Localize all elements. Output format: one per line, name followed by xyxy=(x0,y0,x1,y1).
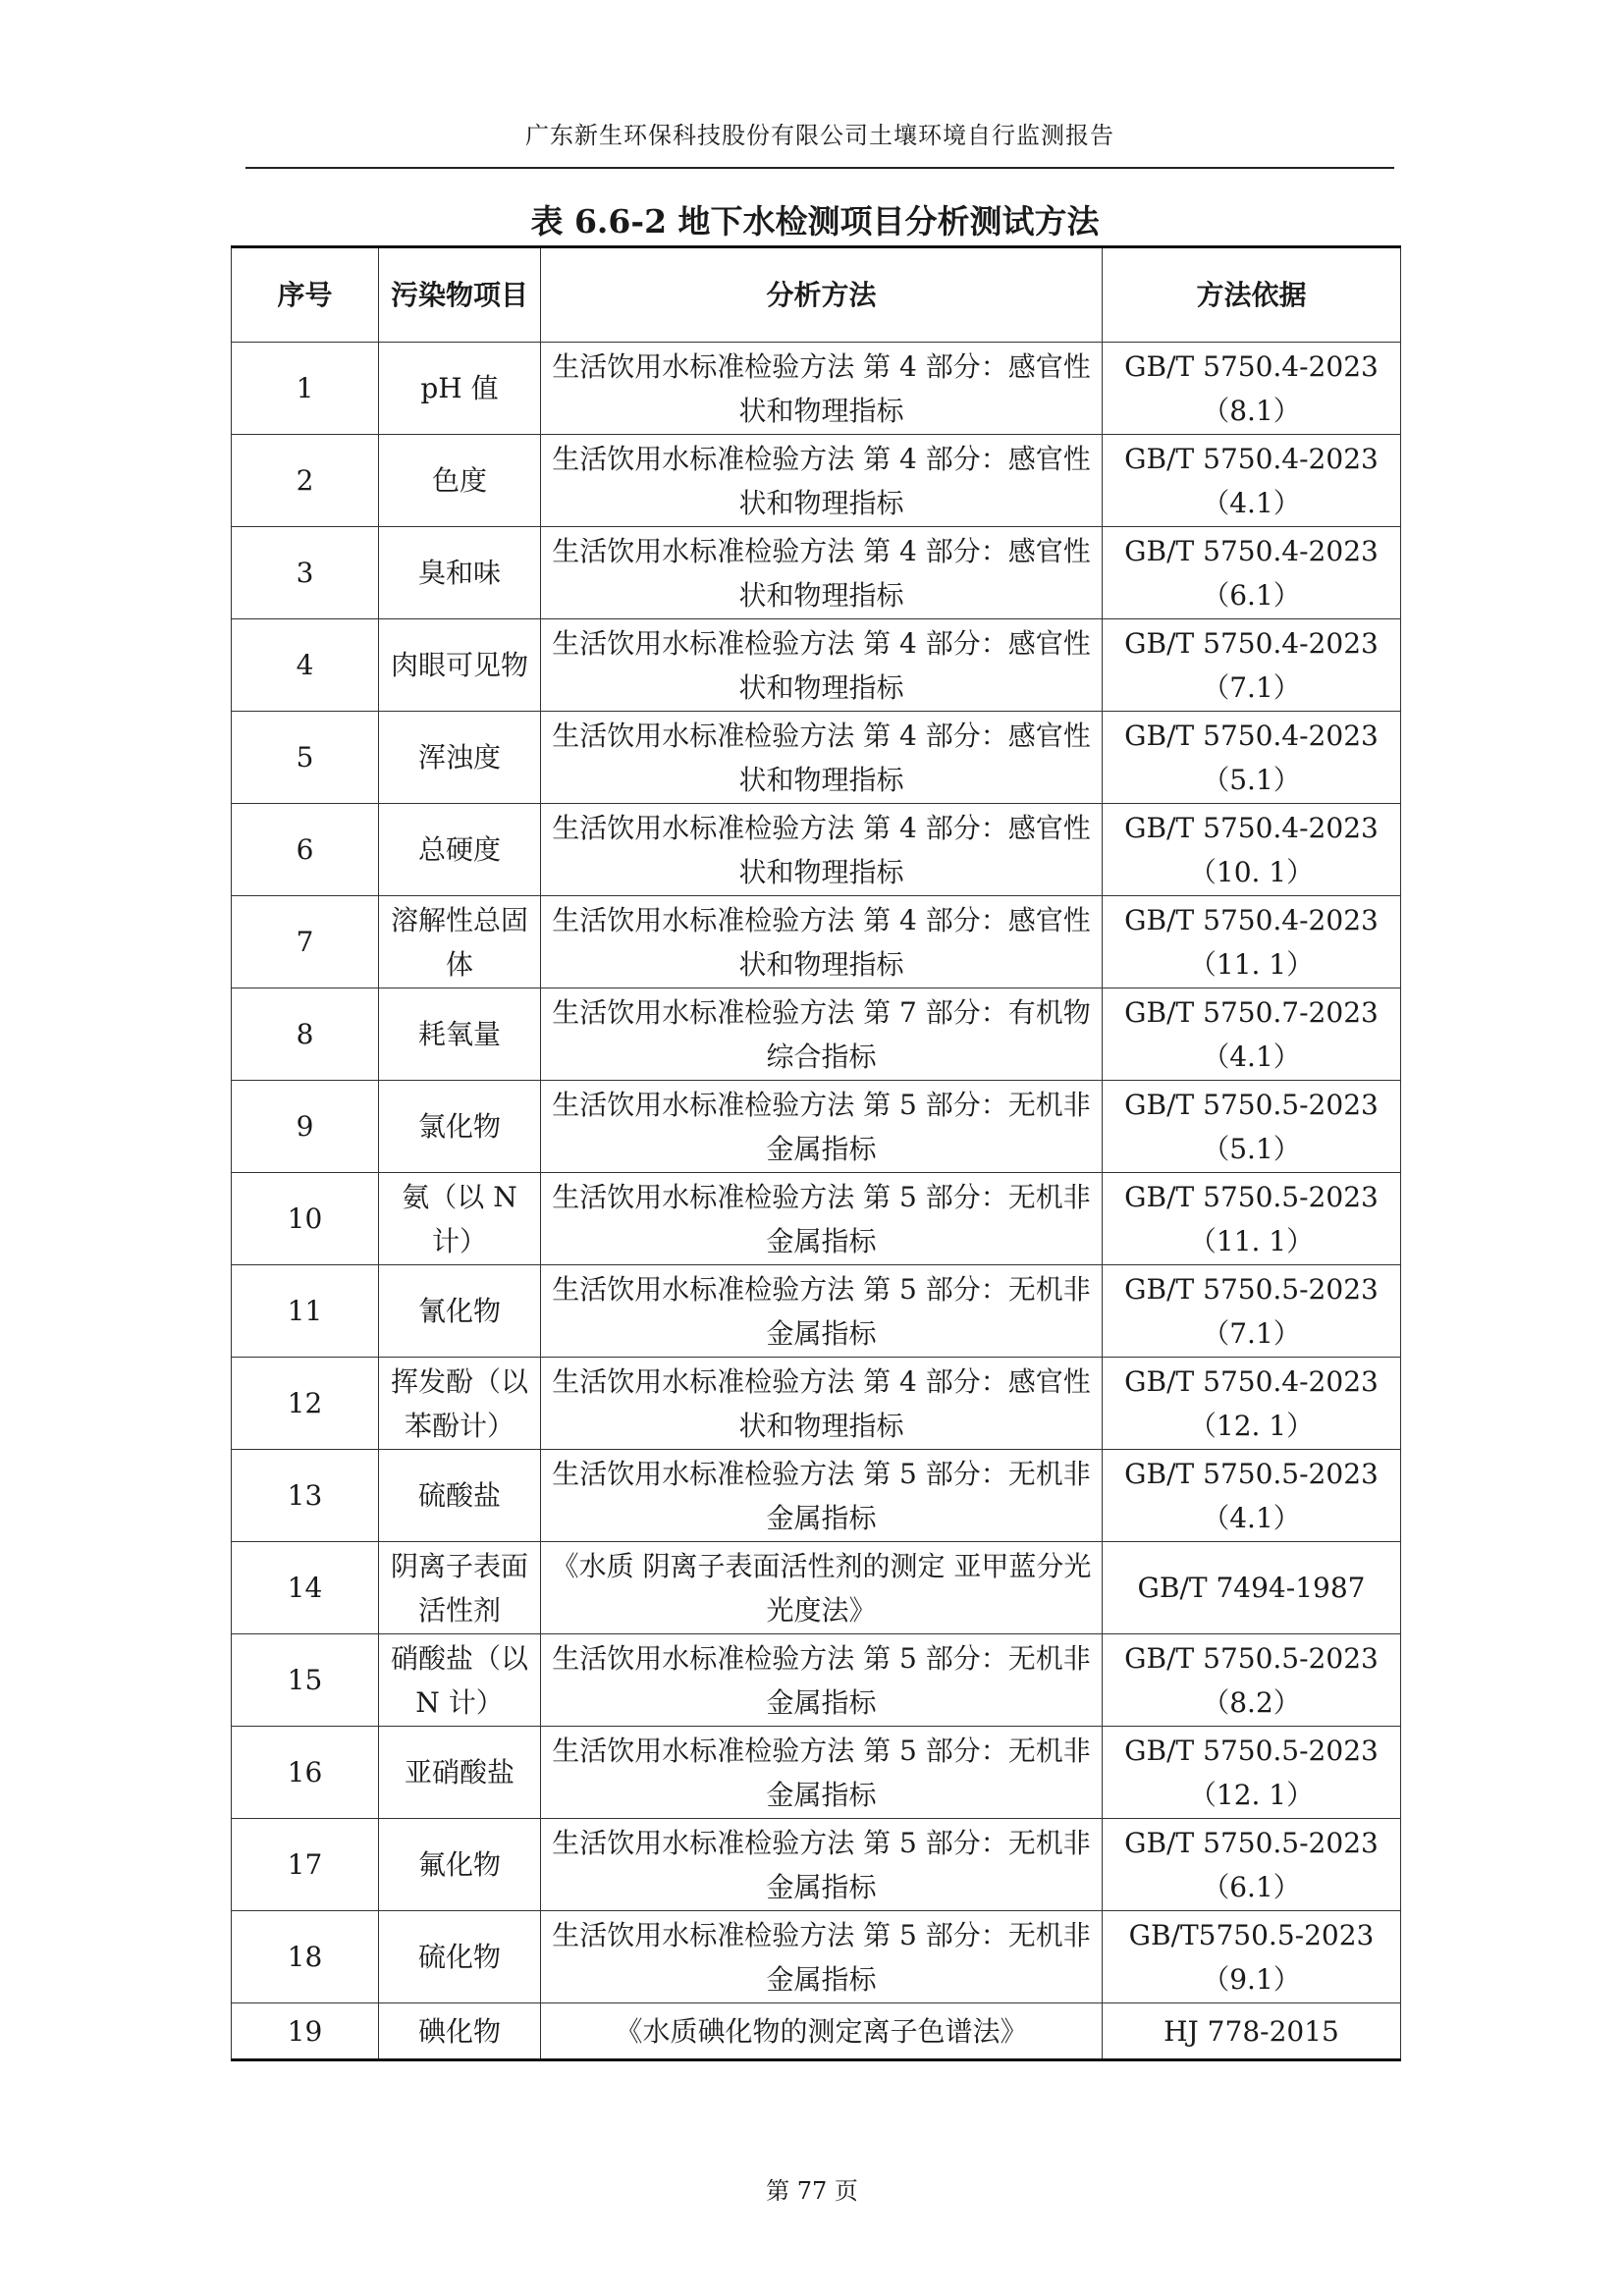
row-index: 4 xyxy=(232,619,379,712)
analysis-method: 生活饮用水标准检验方法 第 5 部分：无机非金属指标 xyxy=(541,1450,1103,1542)
header-divider xyxy=(245,167,1394,169)
analysis-method: 生活饮用水标准检验方法 第 4 部分：感官性状和物理指标 xyxy=(541,804,1103,896)
method-basis: GB/T 5750.5-2023（5.1） xyxy=(1103,1081,1401,1173)
method-basis: GB/T 5750.5-2023（4.1） xyxy=(1103,1450,1401,1542)
analysis-method: 生活饮用水标准检验方法 第 5 部分：无机非金属指标 xyxy=(541,1634,1103,1727)
method-basis: GB/T 5750.4-2023（6.1） xyxy=(1103,527,1401,619)
table-row xyxy=(232,1819,1401,1911)
table-row xyxy=(232,1727,1401,1819)
analysis-method: 生活饮用水标准检验方法 第 4 部分：感官性状和物理指标 xyxy=(541,1358,1103,1450)
method-basis: GB/T 5750.4-2023（10. 1） xyxy=(1103,804,1401,896)
column-header-pollutant: 污染物项目 xyxy=(379,247,541,343)
pollutant-name: 色度 xyxy=(379,435,541,527)
analysis-method: 生活饮用水标准检验方法 第 5 部分：无机非金属指标 xyxy=(541,1173,1103,1265)
pollutant-name: 肉眼可见物 xyxy=(379,619,541,712)
analysis-method: 生活饮用水标准检验方法 第 4 部分：感官性状和物理指标 xyxy=(541,619,1103,712)
row-index: 7 xyxy=(232,896,379,988)
analysis-method: 生活饮用水标准检验方法 第 5 部分：无机非金属指标 xyxy=(541,1727,1103,1819)
table-row xyxy=(232,1081,1401,1173)
analysis-method: 生活饮用水标准检验方法 第 5 部分：无机非金属指标 xyxy=(541,1081,1103,1173)
method-basis: GB/T 5750.5-2023（8.2） xyxy=(1103,1634,1401,1727)
method-basis: GB/T 5750.4-2023（7.1） xyxy=(1103,619,1401,712)
method-basis: GB/T 5750.5-2023（12. 1） xyxy=(1103,1727,1401,1819)
method-basis: GB/T 5750.5-2023（6.1） xyxy=(1103,1819,1401,1911)
table-row xyxy=(232,712,1401,804)
table-row xyxy=(232,1265,1401,1358)
analysis-method: 《水质 阴离子表面活性剂的测定 亚甲蓝分光光度法》 xyxy=(541,1542,1103,1634)
analysis-method: 生活饮用水标准检验方法 第 4 部分：感官性状和物理指标 xyxy=(541,343,1103,435)
table-row xyxy=(232,1358,1401,1450)
method-basis: GB/T 5750.4-2023（4.1） xyxy=(1103,435,1401,527)
row-index: 6 xyxy=(232,804,379,896)
pollutant-name: 氨（以 N 计） xyxy=(379,1173,541,1265)
row-index: 18 xyxy=(232,1911,379,2003)
column-header-method: 分析方法 xyxy=(541,247,1103,343)
analysis-method: 生活饮用水标准检验方法 第 5 部分：无机非金属指标 xyxy=(541,1265,1103,1358)
pollutant-name: 氯化物 xyxy=(379,1081,541,1173)
analysis-method: 生活饮用水标准检验方法 第 4 部分：感官性状和物理指标 xyxy=(541,712,1103,804)
method-basis: GB/T 5750.4-2023（8.1） xyxy=(1103,343,1401,435)
pollutant-name: 硫化物 xyxy=(379,1911,541,2003)
pollutant-name: 硝酸盐（以 N 计） xyxy=(379,1634,541,1727)
analysis-method: 生活饮用水标准检验方法 第 5 部分：无机非金属指标 xyxy=(541,1911,1103,2003)
table-title: 表 6.6-2 地下水检测项目分析测试方法 xyxy=(530,202,1100,240)
pollutant-name: 挥发酚（以苯酚计） xyxy=(379,1358,541,1450)
column-header-index: 序号 xyxy=(232,247,379,343)
pollutant-name: 溶解性总固体 xyxy=(379,896,541,988)
row-index: 12 xyxy=(232,1358,379,1450)
row-index: 15 xyxy=(232,1634,379,1727)
column-header-basis: 方法依据 xyxy=(1103,247,1401,343)
table-row xyxy=(232,619,1401,712)
row-index: 2 xyxy=(232,435,379,527)
page-header: 广东新生环保科技股份有限公司土壤环境自行监测报告 xyxy=(525,122,1114,149)
method-basis: GB/T 5750.5-2023（11. 1） xyxy=(1103,1173,1401,1265)
row-index: 19 xyxy=(232,2003,379,2060)
pollutant-name: 硫酸盐 xyxy=(379,1450,541,1542)
row-index: 3 xyxy=(232,527,379,619)
row-index: 17 xyxy=(232,1819,379,1911)
row-index: 11 xyxy=(232,1265,379,1358)
table-row xyxy=(232,2003,1401,2060)
method-basis: GB/T5750.5-2023（9.1） xyxy=(1103,1911,1401,2003)
table-row xyxy=(232,1450,1401,1542)
table-row xyxy=(232,804,1401,896)
pollutant-name: pH 值 xyxy=(379,343,541,435)
pollutant-name: 臭和味 xyxy=(379,527,541,619)
row-index: 13 xyxy=(232,1450,379,1542)
analysis-method: 生活饮用水标准检验方法 第 7 部分：有机物综合指标 xyxy=(541,988,1103,1081)
table-row xyxy=(232,896,1401,988)
pollutant-name: 总硬度 xyxy=(379,804,541,896)
page-number: 第 77 页 xyxy=(766,2177,858,2205)
method-basis: GB/T 5750.4-2023（12. 1） xyxy=(1103,1358,1401,1450)
table-row xyxy=(232,988,1401,1081)
pollutant-name: 浑浊度 xyxy=(379,712,541,804)
row-index: 10 xyxy=(232,1173,379,1265)
table-row xyxy=(232,1542,1401,1634)
analysis-method: 生活饮用水标准检验方法 第 4 部分：感官性状和物理指标 xyxy=(541,896,1103,988)
row-index: 5 xyxy=(232,712,379,804)
table-header-row xyxy=(232,247,1401,343)
table-row xyxy=(232,527,1401,619)
table-row xyxy=(232,1634,1401,1727)
pollutant-name: 亚硝酸盐 xyxy=(379,1727,541,1819)
analysis-method: 生活饮用水标准检验方法 第 5 部分：无机非金属指标 xyxy=(541,1819,1103,1911)
method-basis: GB/T 5750.4-2023（5.1） xyxy=(1103,712,1401,804)
method-basis: GB/T 5750.5-2023（7.1） xyxy=(1103,1265,1401,1358)
row-index: 1 xyxy=(232,343,379,435)
row-index: 14 xyxy=(232,1542,379,1634)
method-basis: GB/T 5750.4-2023（11. 1） xyxy=(1103,896,1401,988)
analysis-method: 生活饮用水标准检验方法 第 4 部分：感官性状和物理指标 xyxy=(541,527,1103,619)
pollutant-name: 氟化物 xyxy=(379,1819,541,1911)
pollutant-name: 阴离子表面活性剂 xyxy=(379,1542,541,1634)
row-index: 16 xyxy=(232,1727,379,1819)
pollutant-name: 耗氧量 xyxy=(379,988,541,1081)
table-row xyxy=(232,435,1401,527)
analysis-methods-table xyxy=(231,245,1401,2061)
row-index: 9 xyxy=(232,1081,379,1173)
method-basis: GB/T 7494-1987 xyxy=(1103,1542,1401,1634)
row-index: 8 xyxy=(232,988,379,1081)
pollutant-name: 碘化物 xyxy=(379,2003,541,2060)
table-row xyxy=(232,1911,1401,2003)
analysis-method: 《水质碘化物的测定离子色谱法》 xyxy=(541,2003,1103,2060)
method-basis: HJ 778-2015 xyxy=(1103,2003,1401,2060)
pollutant-name: 氰化物 xyxy=(379,1265,541,1358)
analysis-method: 生活饮用水标准检验方法 第 4 部分：感官性状和物理指标 xyxy=(541,435,1103,527)
method-basis: GB/T 5750.7-2023（4.1） xyxy=(1103,988,1401,1081)
table-row xyxy=(232,1173,1401,1265)
table-row xyxy=(232,343,1401,435)
